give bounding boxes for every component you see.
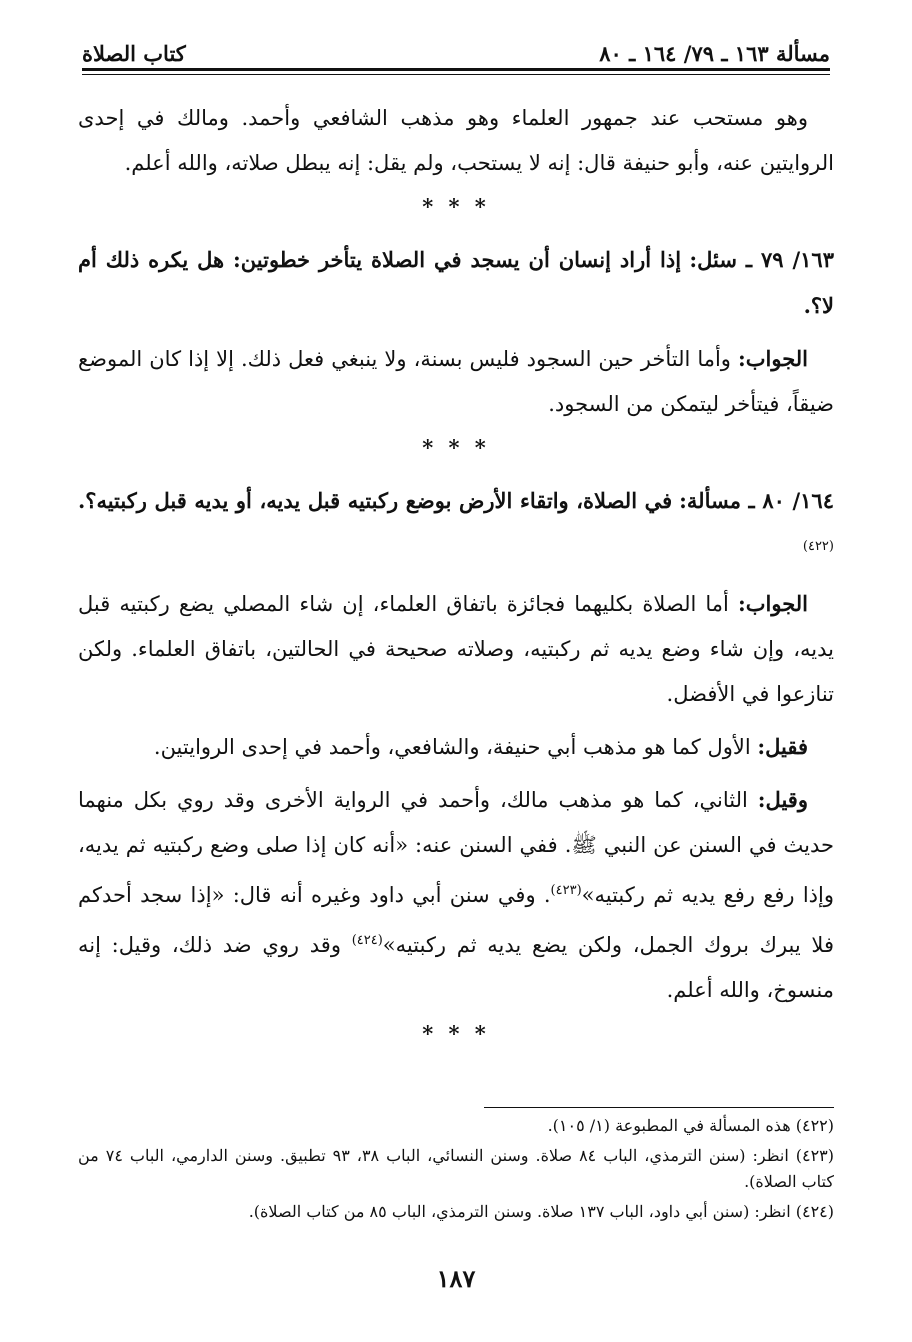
footnote-ref-424: (٤٢٤) [351,933,383,948]
opinion-first-label: فقيل: [757,734,808,759]
header-book-title: كتاب الصلاة [82,41,186,66]
opinion-first-text: الأول كما هو مذهب أبي حنيفة، والشافعي، وأحمد في إحدى الروايتين. [153,735,751,759]
footnote-424: (٤٢٤) انظر: (سنن أبي داود، الباب ١٣٧ صلاة. وسنن الترمذي، الباب ٨٥ من كتاب الصلاة). [248,1202,834,1221]
question-163-text: إذا أراد إنسان أن يسجد في الصلاة يتأخر خطوتين: هل يكره ذلك أم لا؟. [78,247,834,318]
opinion-second-text-3: وقد روي ضد ذلك، وقيل: إنه منسوخ، والله أعلم. [78,933,834,1002]
question-164-text: في الصلاة، واتقاء الأرض بوضع ركبتيه قبل يديه، أو يديه قبل ركبتيه؟. [78,488,673,513]
section-separator: * * * [422,435,490,460]
answer-163-label: الجواب: [737,346,808,371]
question-164-label: ١٦٤/ ٨٠ ـ مسألة: [679,488,834,513]
opinion-second [78,777,834,1013]
footnote-ref-423: (٤٢٣) [550,883,582,898]
answer-163-text: وأما التأخر حين السجود فليس بسنة، ولا ينبغي فعل ذلك. إلا إذا كان الموضع ضيقاً، فيتأخر ليتمكن من السجود. [78,347,834,416]
opinion-second-text-2: . وفي سنن أبي داود وغيره أنه قال: «إذا سجد أحدكم فلا يبرك بروك الجمل، ولكن يضع يديه ثم ركبتيه» [78,883,834,957]
opinion-first [78,724,834,770]
page-number: ١٨٧ [436,1264,476,1293]
question-163-label: ١٦٣/ ٧٩ ـ سئل: [689,247,834,272]
header-rule-thick [82,68,830,71]
question-164 [78,478,834,574]
section-separator: * * * [422,1021,490,1046]
main-text [78,96,834,1064]
header-section-range: مسألة ١٦٣ ـ ٧٩/ ١٦٤ ـ ٨٠ [599,41,830,66]
header-rule-thin [82,74,830,75]
answer-163 [78,336,834,427]
opinion-second-text-1: الثاني، كما هو مذهب مالك، وأحمد في الرواية الأخرى وقد روي بكل منهما حديث في السنن عن النبي ﷺ. ففي السنن عنه: «أنه كان إذا صلى وضع ركبتيه ثم يديه، وإذا رفع رفع يديه ثم ركبتيه» [78,788,834,907]
opinion-second-label: وقيل: [757,787,808,812]
question-163 [78,237,834,329]
answer-164-text: أما الصلاة بكليهما فجائزة باتفاق العلماء، إن شاء المصلي يضع ركبتيه قبل يديه، وإن شاء وضع يديه ثم ركبتيه، وصلاته صحيحة في الحالتين، باتفاق العلماء. ولكن تنازعوا في الأفضل. [78,592,834,706]
footnote-423: (٤٢٣) انظر: (سنن الترمذي، الباب ٨٤ صلاة. وسنن النسائي، الباب ٣٨، ٩٣ تطبيق. وسنن الدارمي، الباب ٧٤ من كتاب الصلاة). [78,1146,835,1191]
section-separator: * * * [422,194,490,219]
footnote-rule [484,1107,834,1108]
footnote-422: (٤٢٢) هذه المسألة في المطبوعة (١/ ١٠٥). [547,1116,834,1135]
footnotes [78,1113,834,1229]
answer-164-label: الجواب: [738,591,808,616]
answer-164 [78,581,834,717]
running-header [82,30,830,66]
paragraph-intro: وهو مستحب عند جمهور العلماء وهو مذهب الشافعي وأحمد. ومالك في إحدى الروايتين عنه، وأبو حنيفة قال: إنه لا يستحب، ولم يقل: إنه يبطل صلاته، والله أعلم. [78,106,834,175]
footnote-ref-422: (٤٢٢) [802,539,834,554]
